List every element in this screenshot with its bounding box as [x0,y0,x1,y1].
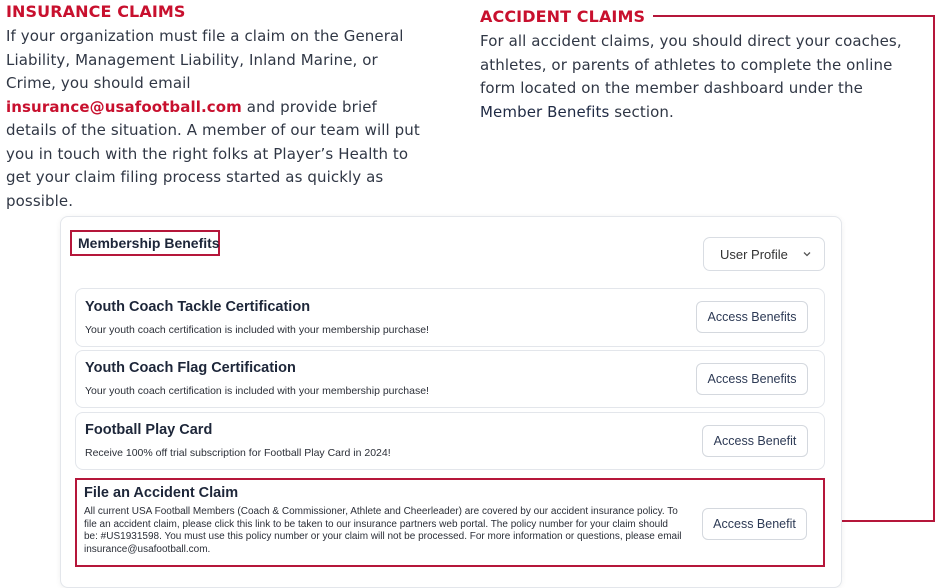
insurance-email-link[interactable]: insurance@usafootball.com [6,97,242,116]
member-benefits-emphasis: Member Benefits [480,102,610,121]
access-benefit-button[interactable]: Access Benefit [702,508,807,540]
access-benefits-button[interactable]: Access Benefits [696,301,808,333]
chevron-down-icon [801,248,813,260]
callout-line-top [653,15,935,17]
accident-text-before: For all accident claims, you should direct your coaches, athletes, or parents of athletes to complete the online form located on the member dashboard under the [480,32,902,97]
access-benefit-button[interactable]: Access Benefit [702,425,808,457]
benefit-card-title: Youth Coach Tackle Certification [85,299,311,315]
benefit-card-description: Your youth coach certification is included with your membership purchase! [85,385,429,397]
user-profile-label: User Profile [720,247,788,262]
callout-line-vertical [933,15,935,522]
benefit-card-description: Your youth coach certification is included with your membership purchase! [85,324,429,336]
access-benefits-button[interactable]: Access Benefits [696,363,808,395]
insurance-claims-heading: INSURANCE CLAIMS [6,2,186,21]
insurance-claims-section [6,0,426,213]
benefit-card-title: Football Play Card [85,422,213,438]
benefit-card-play-card [75,412,825,470]
callout-line-bottom [831,520,935,522]
benefit-card-description: Receive 100% off trial subscription for Football Play Card in 2024! [85,447,391,459]
benefit-card-accident-claim [75,478,825,567]
membership-benefits-title: Membership Benefits [78,235,220,251]
user-profile-select[interactable] [703,237,825,271]
accident-claims-section [480,0,910,124]
accident-claims-text [480,30,910,124]
accident-card-title: File an Accident Claim [84,485,239,501]
insurance-text-after: and provide brief details of the situation. A member of our team will put you in touch with the right folks at Player’s Health to get your claim filing process started as quickly as possible. [6,97,420,210]
insurance-claims-text [6,25,426,213]
accident-claims-heading: ACCIDENT CLAIMS [480,7,646,26]
benefit-card-tackle [75,288,825,347]
accident-card-description: All current USA Football Members (Coach & Commissioner, Athlete and Cheerleader) are covered by our accident insurance policy. To file an accident claim, please click this link to be taken to our insurance partners web portal. The policy number for your claim should be: #US1931598. You must use this policy number or your claim will not be processed. For more information or questions, please email insurance@usafootball.com. [84,506,682,555]
benefit-card-title: Youth Coach Flag Certification [85,360,296,376]
insurance-text-before: If your organization must file a claim on the General Liability, Management Liability, Inland Marine, or Crime, you should email [6,27,404,92]
benefit-card-flag [75,350,825,408]
accident-text-after: section. [609,102,674,121]
